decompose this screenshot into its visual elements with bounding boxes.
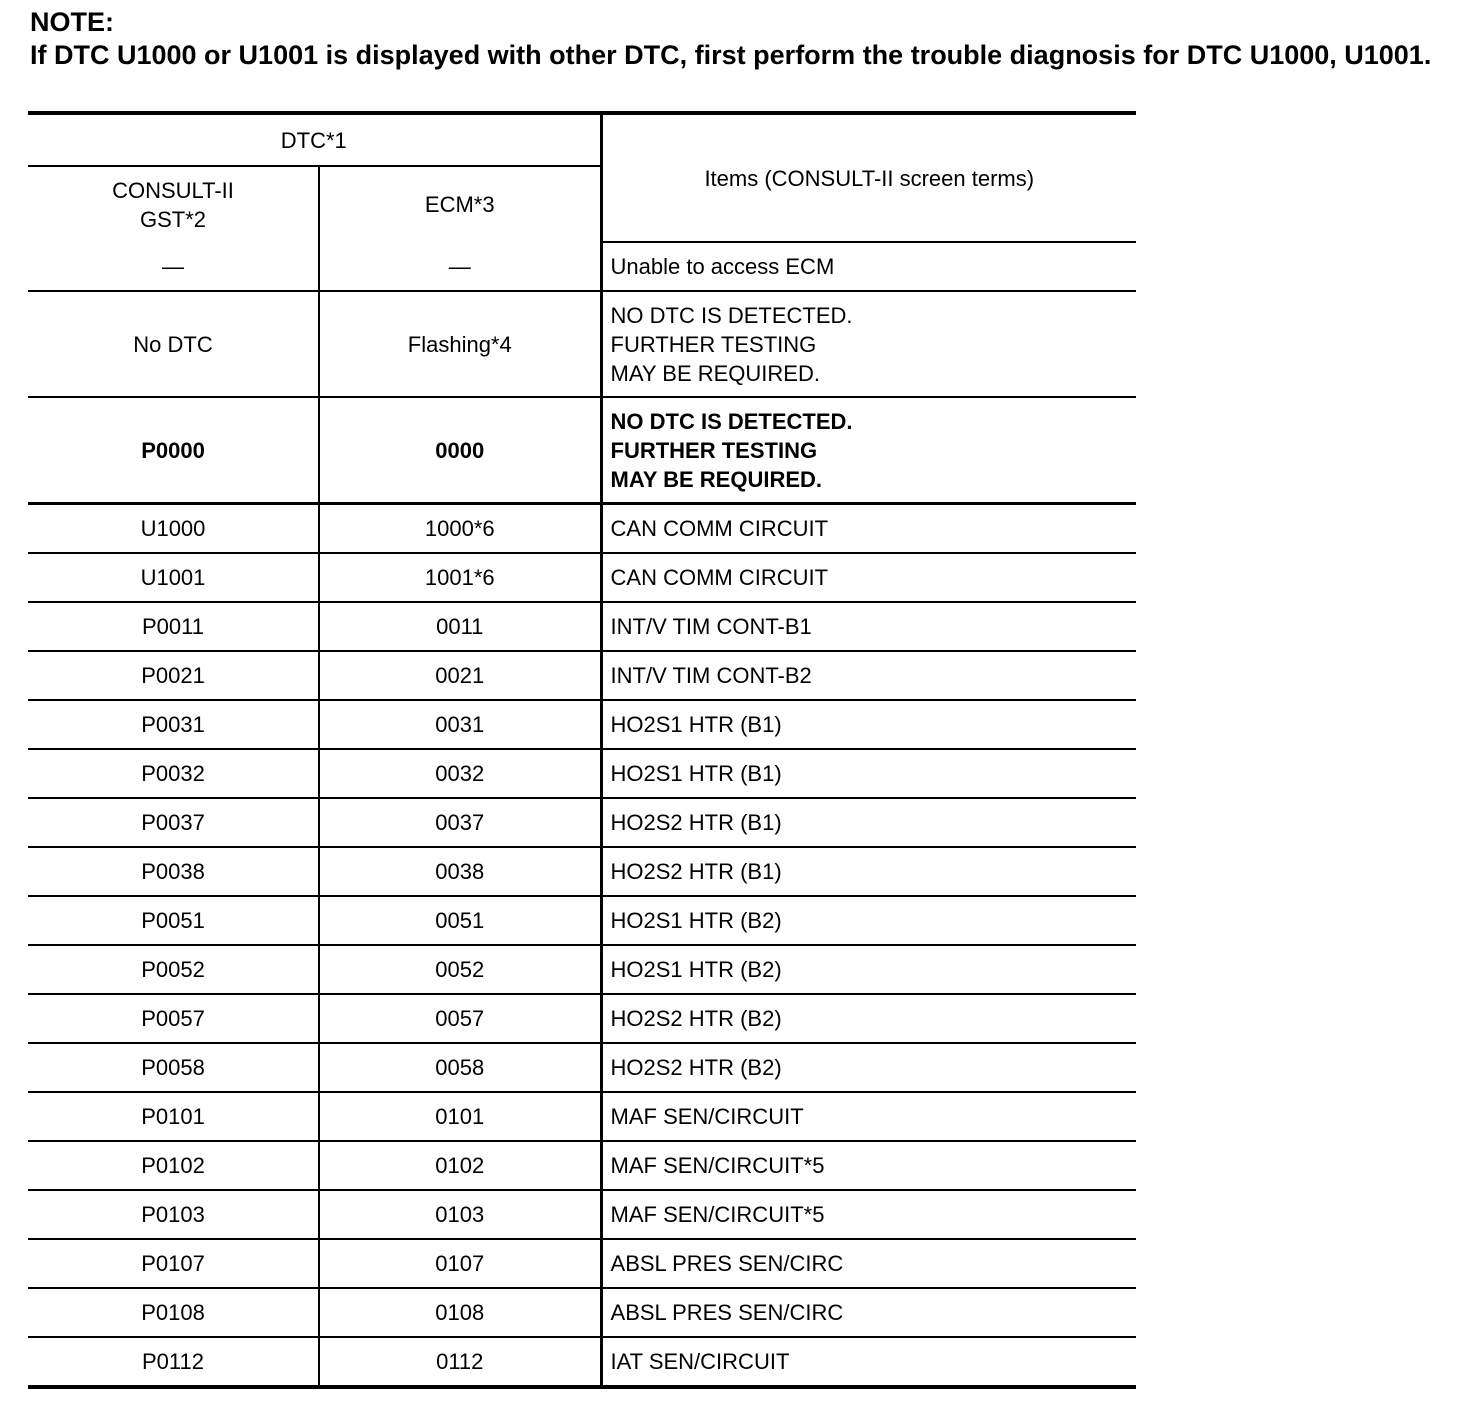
table-row (28, 1092, 1136, 1141)
ecm-code: — (319, 242, 601, 291)
table-row (28, 1141, 1136, 1190)
table-row (28, 553, 1136, 602)
consult-gst-code: No DTC (28, 291, 319, 397)
item-description (601, 397, 1136, 504)
consult-gst-code: P0052 (28, 945, 319, 994)
table-row (28, 1239, 1136, 1288)
item-line: HO2S1 HTR (B1) (610, 712, 782, 737)
item-line: MAF SEN/CIRCUIT*5 (610, 1202, 825, 1227)
consult-gst-code: U1000 (28, 504, 319, 554)
ecm-code: 0058 (319, 1043, 601, 1092)
consult-gst-code: P0101 (28, 1092, 319, 1141)
item-line: HO2S1 HTR (B1) (610, 761, 782, 786)
item-line: ABSL PRES SEN/CIRC (610, 1251, 844, 1276)
item-description (601, 1337, 1136, 1387)
consult-gst-code: P0112 (28, 1337, 319, 1387)
item-description (601, 602, 1136, 651)
header-items: Items (CONSULT-II screen terms) (601, 113, 1136, 242)
table-row (28, 1190, 1136, 1239)
item-line: HO2S2 HTR (B2) (610, 1006, 782, 1031)
ecm-code: 0112 (319, 1337, 601, 1387)
item-line: HO2S2 HTR (B2) (610, 1055, 782, 1080)
item-description (601, 1190, 1136, 1239)
consult-gst-code: P0108 (28, 1288, 319, 1337)
item-description (601, 847, 1136, 896)
item-line: NO DTC IS DETECTED. (610, 408, 853, 434)
table-row (28, 1043, 1136, 1092)
ecm-code: 0051 (319, 896, 601, 945)
item-description (601, 945, 1136, 994)
ecm-code: Flashing*4 (319, 291, 601, 397)
consult-gst-code: P0038 (28, 847, 319, 896)
ecm-code: 0038 (319, 847, 601, 896)
item-line: FURTHER TESTING (610, 331, 817, 357)
ecm-code: 0032 (319, 749, 601, 798)
note-block (30, 6, 1460, 72)
item-line: IAT SEN/CIRCUIT (610, 1349, 790, 1374)
consult-gst-code: P0107 (28, 1239, 319, 1288)
item-description (601, 651, 1136, 700)
table-row (28, 1288, 1136, 1337)
ecm-code: 1001*6 (319, 553, 601, 602)
table-row (28, 994, 1136, 1043)
item-description (601, 994, 1136, 1043)
item-description (601, 700, 1136, 749)
consult-gst-code: P0031 (28, 700, 319, 749)
item-description (601, 553, 1136, 602)
ecm-code: 0108 (319, 1288, 601, 1337)
consult-gst-code: P0051 (28, 896, 319, 945)
ecm-code: 0000 (319, 397, 601, 504)
table-row (28, 291, 1136, 397)
item-description (601, 242, 1136, 291)
dtc-table-body (28, 242, 1136, 1387)
item-description (601, 749, 1136, 798)
item-description (601, 1288, 1136, 1337)
item-description (601, 896, 1136, 945)
ecm-code: 0031 (319, 700, 601, 749)
table-row (28, 847, 1136, 896)
ecm-code: 0037 (319, 798, 601, 847)
item-line: NO DTC IS DETECTED. (610, 302, 853, 328)
header-consult-line2: GST*2 (139, 206, 207, 232)
item-line: HO2S2 HTR (B1) (610, 810, 782, 835)
table-row (28, 242, 1136, 291)
item-line: FURTHER TESTING (610, 437, 818, 463)
table-row (28, 945, 1136, 994)
ecm-code: 1000*6 (319, 504, 601, 554)
item-line: MAY BE REQUIRED. (610, 360, 820, 386)
table-row (28, 749, 1136, 798)
consult-gst-code: P0102 (28, 1141, 319, 1190)
item-description (601, 798, 1136, 847)
table-row (28, 1337, 1136, 1387)
table-row (28, 651, 1136, 700)
consult-gst-code: P0103 (28, 1190, 319, 1239)
ecm-code: 0107 (319, 1239, 601, 1288)
note-label: NOTE: (30, 7, 114, 37)
table-row (28, 798, 1136, 847)
ecm-code: 0011 (319, 602, 601, 651)
item-line: ABSL PRES SEN/CIRC (610, 1300, 844, 1325)
note-text: If DTC U1000 or U1001 is displayed with other DTC, first perform the trouble diagnosis for DTC U1000, U1001. (30, 40, 1432, 70)
table-row (28, 397, 1136, 504)
header-consult-line1: CONSULT-II (112, 177, 234, 203)
item-line: MAF SEN/CIRCUIT*5 (610, 1153, 825, 1178)
ecm-code: 0052 (319, 945, 601, 994)
table-row (28, 896, 1136, 945)
dtc-table (28, 111, 1136, 1389)
item-line: MAF SEN/CIRCUIT (610, 1104, 804, 1129)
consult-gst-code: P0000 (28, 397, 319, 504)
item-line: HO2S1 HTR (B2) (610, 957, 782, 982)
header-dtc-group: DTC*1 (28, 113, 601, 166)
ecm-code: 0101 (319, 1092, 601, 1141)
item-description (601, 1043, 1136, 1092)
consult-gst-code: P0032 (28, 749, 319, 798)
item-description (601, 1092, 1136, 1141)
consult-gst-code: P0057 (28, 994, 319, 1043)
ecm-code: 0103 (319, 1190, 601, 1239)
item-line: CAN COMM CIRCUIT (610, 565, 829, 590)
consult-gst-code: P0021 (28, 651, 319, 700)
item-description (601, 1141, 1136, 1190)
item-line: MAY BE REQUIRED. (610, 466, 823, 492)
consult-gst-code: U1001 (28, 553, 319, 602)
table-row (28, 504, 1136, 554)
consult-gst-code: P0011 (28, 602, 319, 651)
consult-gst-code: P0037 (28, 798, 319, 847)
item-description (601, 1239, 1136, 1288)
table-row (28, 602, 1136, 651)
consult-gst-code: P0058 (28, 1043, 319, 1092)
table-row (28, 700, 1136, 749)
item-line: Unable to access ECM (610, 254, 835, 279)
header-ecm: ECM*3 (319, 166, 601, 242)
item-line: INT/V TIM CONT-B2 (610, 663, 812, 688)
consult-gst-code: — (28, 242, 319, 291)
header-consult-gst (28, 166, 319, 242)
item-line: CAN COMM CIRCUIT (610, 516, 829, 541)
ecm-code: 0057 (319, 994, 601, 1043)
item-line: INT/V TIM CONT-B1 (610, 614, 812, 639)
item-line: HO2S1 HTR (B2) (610, 908, 782, 933)
item-description (601, 291, 1136, 397)
ecm-code: 0102 (319, 1141, 601, 1190)
item-line: HO2S2 HTR (B1) (610, 859, 782, 884)
ecm-code: 0021 (319, 651, 601, 700)
item-description (601, 504, 1136, 554)
